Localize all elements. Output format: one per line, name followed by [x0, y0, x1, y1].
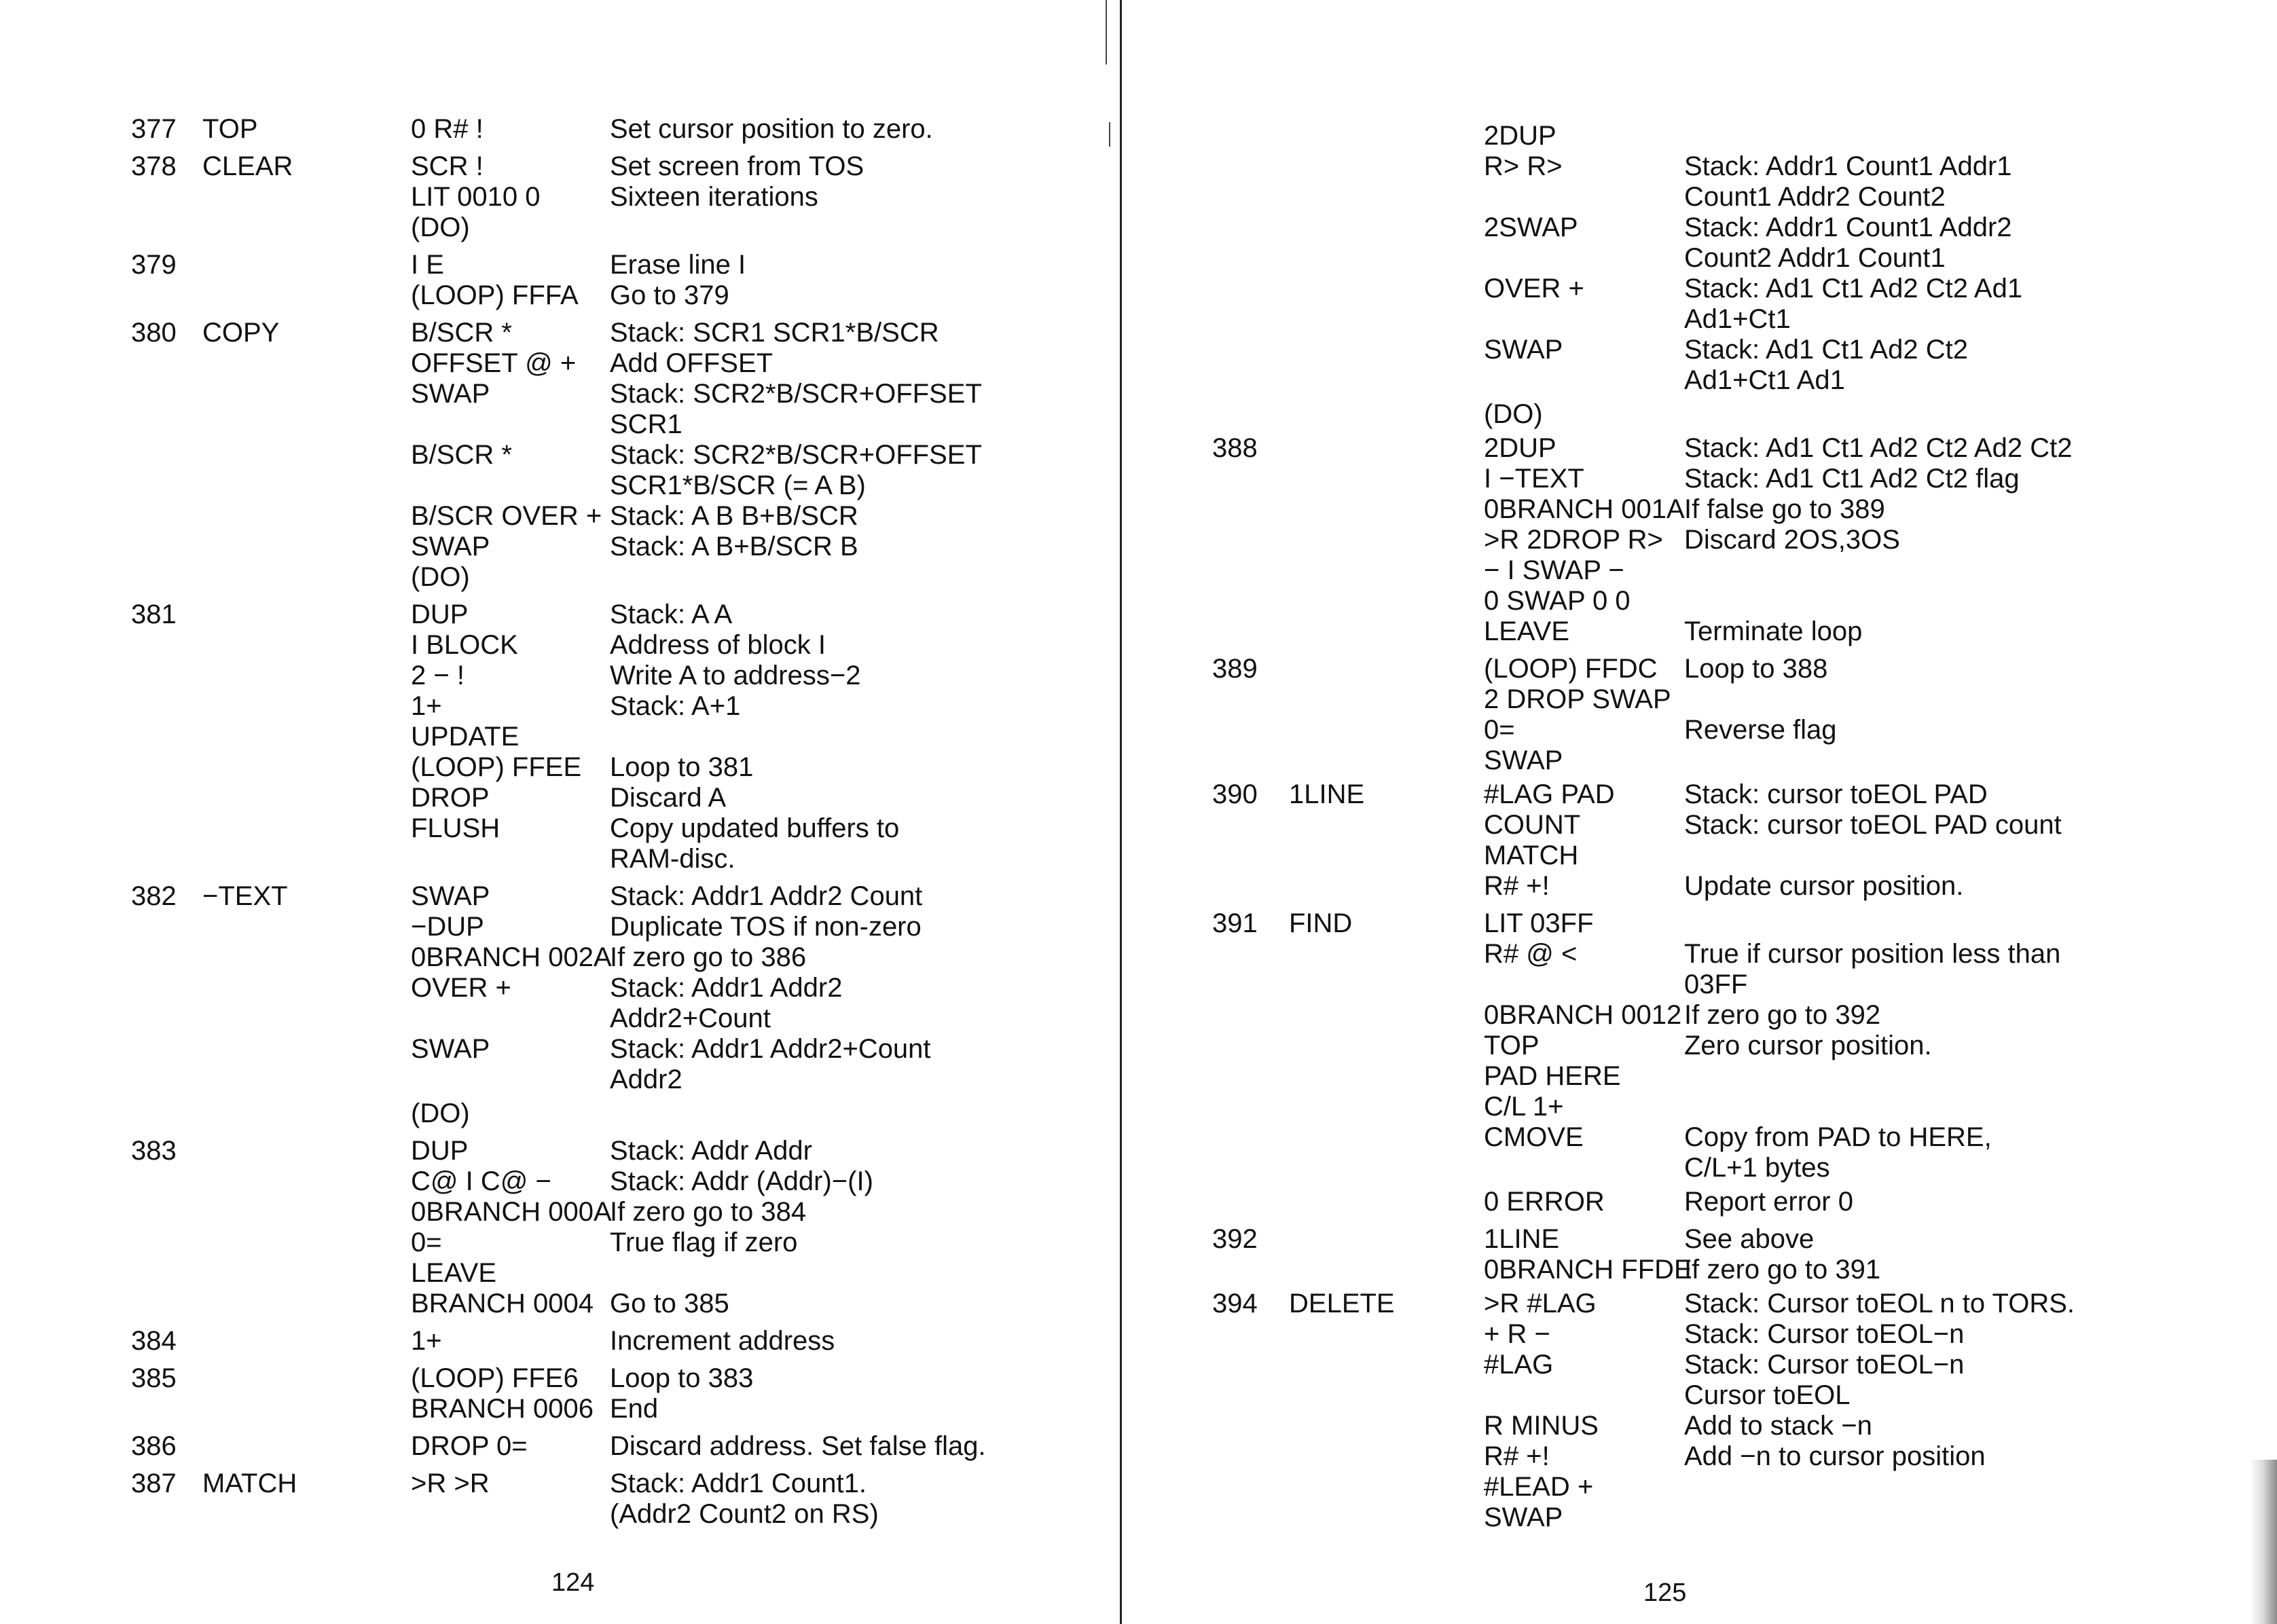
listing-row — [0, 1325, 1121, 1357]
code-text: − I SWAP − — [1484, 555, 1624, 585]
comment-text: Stack: Addr1 Addr2 Count — [610, 881, 923, 911]
comment-text: (Addr2 Count2 on RS) — [610, 1499, 879, 1529]
comment-text: Set screen from TOS — [610, 151, 864, 181]
comment-text: Stack: Addr Addr — [610, 1136, 812, 1166]
code-text: R MINUS — [1484, 1411, 1599, 1441]
code-text: B/SCR OVER + — [411, 501, 602, 531]
left-page — [0, 0, 1121, 1624]
listing-row — [1121, 273, 2277, 304]
listing-row — [0, 439, 1121, 470]
code-text: OVER + — [1484, 274, 1584, 303]
code-text: PAD HERE — [1484, 1061, 1621, 1091]
comment-text: See above — [1684, 1224, 1815, 1254]
listing-row — [1121, 1380, 2277, 1411]
listing-row — [0, 942, 1121, 973]
listing-row — [0, 1098, 1121, 1129]
code-text: LEAVE — [1484, 616, 1569, 646]
comment-text: Increment address — [610, 1326, 835, 1356]
comment-text: Stack: A B+B/SCR B — [610, 532, 858, 561]
listing-row — [1121, 1186, 2277, 1217]
comment-text: Go to 385 — [610, 1289, 729, 1318]
listing-row — [0, 690, 1121, 722]
comment-text: Addr2 — [610, 1065, 682, 1094]
listing-row — [1121, 181, 2277, 213]
comment-text: Stack: Ad1 Ct1 Ad2 Ct2 — [1684, 335, 1969, 365]
code-text: (LOOP) FFFA — [411, 280, 579, 310]
code-text: 2SWAP — [1484, 213, 1578, 242]
listing-row — [0, 813, 1121, 844]
line-number: 387 — [131, 1469, 177, 1498]
line-number: 383 — [131, 1136, 177, 1166]
code-text: + R − — [1484, 1319, 1550, 1349]
listing-row — [1121, 1349, 2277, 1380]
code-text: 0BRANCH 0012 — [1484, 1000, 1682, 1030]
code-text: DUP — [411, 1136, 469, 1166]
comment-text: Stack: A+1 — [610, 691, 741, 721]
comment-text: RAM-disc. — [610, 844, 735, 874]
listing-row — [1121, 1471, 2277, 1502]
code-text: 0BRANCH 000A — [411, 1197, 612, 1227]
listing-row — [0, 280, 1121, 311]
code-text: R# +! — [1484, 871, 1550, 901]
comment-text: Stack: Ad1 Ct1 Ad2 Ct2 Ad2 Ct2 — [1684, 433, 2073, 463]
comment-text: Stack: Ad1 Ct1 Ad2 Ct2 Ad1 — [1684, 274, 2023, 303]
comment-text: If zero go to 391 — [1684, 1255, 1881, 1285]
listing-row — [1121, 840, 2277, 871]
line-number: 384 — [131, 1326, 177, 1356]
listing-row — [0, 500, 1121, 532]
listing-row — [0, 249, 1121, 280]
listing-row — [1121, 242, 2277, 274]
code-text: (LOOP) FFDC — [1484, 654, 1658, 684]
code-text: R> R> — [1484, 151, 1563, 181]
comment-text: Zero cursor position. — [1684, 1031, 1932, 1060]
listing-row — [1121, 1223, 2277, 1255]
line-number: 378 — [131, 151, 177, 181]
listing-row — [0, 752, 1121, 783]
word-name: 1LINE — [1289, 779, 1365, 809]
comment-text: Stack: cursor toEOL PAD — [1684, 779, 1988, 809]
listing-row — [1121, 555, 2277, 586]
line-number: 390 — [1212, 779, 1258, 809]
listing-row — [0, 212, 1121, 243]
comment-text: If zero go to 386 — [610, 942, 807, 972]
comment-text: Set cursor position to zero. — [610, 114, 933, 144]
comment-text: SCR1*B/SCR (= A B) — [610, 470, 866, 500]
listing-row — [0, 1003, 1121, 1034]
code-text: 0 ERROR — [1484, 1187, 1605, 1217]
listing-row — [0, 470, 1121, 501]
comment-text: Update cursor position. — [1684, 871, 1964, 901]
line-number: 392 — [1212, 1224, 1258, 1254]
code-text: 0BRANCH 002A — [411, 942, 612, 972]
listing-row — [0, 113, 1121, 145]
listing-row — [1121, 120, 2277, 151]
listing-row — [1121, 1288, 2277, 1319]
comment-text: Stack: SCR2*B/SCR+OFFSET — [610, 440, 982, 470]
code-text: (LOOP) FFE6 — [411, 1363, 579, 1393]
code-text: SWAP — [1484, 335, 1563, 365]
code-text: SWAP — [411, 881, 490, 911]
comment-text: True if cursor position less than — [1684, 939, 2061, 969]
word-name: MATCH — [202, 1469, 297, 1498]
comment-text: Stack: Addr1 Count1 Addr1 — [1684, 151, 2012, 181]
comment-text: Add −n to cursor position — [1684, 1441, 1986, 1471]
line-number: 391 — [1212, 908, 1258, 938]
listing-row — [0, 409, 1121, 440]
listing-row — [0, 599, 1121, 630]
listing-row — [1121, 1122, 2277, 1153]
comment-text: Ad1+Ct1 — [1684, 304, 1791, 334]
comment-text: Count2 Addr1 Count1 — [1684, 243, 1946, 273]
comment-text: If false go to 389 — [1684, 494, 1885, 524]
listing-row — [1121, 616, 2277, 647]
comment-text: C/L+1 bytes — [1684, 1153, 1830, 1183]
line-number: 386 — [131, 1431, 177, 1461]
code-text: 2 DROP SWAP — [1484, 684, 1671, 714]
comment-text: Loop to 381 — [610, 752, 754, 782]
comment-text: Write A to address−2 — [610, 661, 861, 690]
code-text: COUNT — [1484, 810, 1581, 840]
comment-text: Terminate loop — [1684, 616, 1863, 646]
line-number: 394 — [1212, 1289, 1258, 1318]
code-text: SWAP — [1484, 1502, 1563, 1532]
listing-row — [1121, 938, 2277, 970]
code-text: (DO) — [1484, 399, 1543, 429]
listing-row — [1121, 494, 2277, 525]
listing-row — [0, 721, 1121, 752]
listing-row — [0, 1064, 1121, 1095]
code-text: #LAG PAD — [1484, 779, 1615, 809]
comment-text: Duplicate TOS if non-zero — [610, 912, 922, 942]
listing-row — [1121, 1091, 2277, 1122]
page-number: 125 — [1643, 1579, 1687, 1607]
code-text: MATCH — [1484, 841, 1579, 870]
comment-text: Report error 0 — [1684, 1187, 1853, 1217]
page-number: 124 — [551, 1568, 595, 1597]
line-number: 380 — [131, 318, 177, 348]
comment-text: Stack: A B B+B/SCR — [610, 501, 858, 531]
word-name: TOP — [202, 114, 258, 144]
line-number: 382 — [131, 881, 177, 911]
comment-text: Stack: Addr1 Count1 Addr2 — [1684, 213, 2012, 242]
code-text: −DUP — [411, 912, 484, 942]
code-text: >R >R — [411, 1469, 490, 1498]
code-text: BRANCH 0006 — [411, 1394, 594, 1424]
word-name: CLEAR — [202, 151, 293, 181]
comment-text: Copy updated buffers to — [610, 813, 900, 843]
comment-text: Stack: Addr1 Count1. — [610, 1469, 867, 1498]
code-text: C@ I C@ − — [411, 1166, 551, 1196]
comment-text: Stack: Addr (Addr)−(I) — [610, 1166, 873, 1196]
code-text: B/SCR * — [411, 318, 512, 348]
comment-text: SCR1 — [610, 409, 682, 439]
listing-row — [1121, 1502, 2277, 1533]
code-text: CMOVE — [1484, 1122, 1584, 1152]
comment-text: Stack: A A — [610, 599, 733, 629]
code-text: 1LINE — [1484, 1224, 1560, 1254]
code-text: 2DUP — [1484, 433, 1556, 463]
listing-row — [1121, 999, 2277, 1031]
code-text: SWAP — [1484, 745, 1563, 775]
code-text: R# @ < — [1484, 939, 1578, 969]
listing-row — [0, 561, 1121, 593]
comment-text: Add to stack −n — [1684, 1411, 1872, 1441]
code-text: (DO) — [411, 213, 470, 242]
code-text: LIT 0010 0 — [411, 182, 541, 212]
listing-row — [0, 629, 1121, 661]
listing-row — [0, 1393, 1121, 1424]
code-text: DROP 0= — [411, 1431, 528, 1461]
comment-text: End — [610, 1394, 659, 1424]
listing-row — [1121, 1410, 2277, 1441]
comment-text: If zero go to 384 — [610, 1197, 807, 1227]
code-text: LEAVE — [411, 1258, 496, 1288]
code-text: I E — [411, 250, 444, 280]
listing-row — [0, 1363, 1121, 1394]
comment-text: Discard 2OS,3OS — [1684, 525, 1900, 555]
code-text: 1+ — [411, 1326, 442, 1356]
comment-text: Loop to 383 — [610, 1363, 754, 1393]
comment-text: Reverse flag — [1684, 715, 1837, 745]
comment-text: Stack: SCR1 SCR1*B/SCR — [610, 318, 939, 348]
listing-row — [1121, 870, 2277, 902]
code-text: 0= — [1484, 715, 1515, 745]
code-text: SWAP — [411, 1034, 490, 1064]
listing-row — [1121, 524, 2277, 555]
code-text: TOP — [1484, 1031, 1540, 1060]
code-text: (LOOP) FFEE — [411, 752, 582, 782]
comment-text: Copy from PAD to HERE, — [1684, 1122, 1992, 1152]
comment-text: Erase line I — [610, 250, 746, 280]
line-number: 385 — [131, 1363, 177, 1393]
listing-row — [1121, 212, 2277, 243]
listing-row — [0, 348, 1121, 379]
code-text: 0BRANCH FFDE — [1484, 1255, 1692, 1285]
listing-row — [0, 1227, 1121, 1258]
listing-row — [1121, 151, 2277, 182]
comment-text: Discard A — [610, 783, 727, 813]
listing-row — [0, 972, 1121, 1003]
code-text: (DO) — [411, 1099, 470, 1128]
listing-row — [0, 1196, 1121, 1228]
listing-row — [0, 1498, 1121, 1530]
code-text: 1+ — [411, 691, 442, 721]
listing-row — [0, 660, 1121, 691]
word-name: DELETE — [1289, 1289, 1395, 1318]
code-text: #LEAD + — [1484, 1472, 1594, 1502]
comment-text: Cursor toEOL — [1684, 1380, 1851, 1410]
listing-row — [1121, 745, 2277, 776]
listing-row — [0, 1257, 1121, 1289]
spine-mark — [1109, 122, 1110, 147]
listing-row — [1121, 365, 2277, 396]
code-text: BRANCH 0004 — [411, 1289, 594, 1318]
code-text: SWAP — [411, 532, 490, 561]
listing-row — [1121, 1441, 2277, 1472]
code-text: FLUSH — [411, 813, 500, 843]
listing-row — [1121, 714, 2277, 745]
code-text: OFFSET @ + — [411, 348, 577, 378]
code-text: DUP — [411, 599, 469, 629]
listing-row — [1121, 1318, 2277, 1350]
page-edge-shadow — [2250, 1460, 2277, 1624]
comment-text: Stack: Addr1 Addr2 — [610, 973, 843, 1003]
listing-row — [0, 911, 1121, 942]
listing-row — [0, 881, 1121, 912]
code-text: SWAP — [411, 379, 490, 409]
comment-text: Loop to 388 — [1684, 654, 1828, 684]
code-text: SCR ! — [411, 151, 484, 181]
listing-row — [1121, 908, 2277, 939]
listing-row — [0, 843, 1121, 874]
comment-text: Ad1+Ct1 Ad1 — [1684, 365, 1845, 395]
comment-text: Stack: SCR2*B/SCR+OFFSET — [610, 379, 982, 409]
comment-text: Addr2+Count — [610, 1003, 771, 1033]
listing-row — [1121, 653, 2277, 684]
code-text: 2DUP — [1484, 121, 1556, 151]
listing-row — [0, 181, 1121, 213]
code-text: 0BRANCH 001A — [1484, 494, 1685, 524]
comment-text: Address of block I — [610, 630, 826, 660]
code-text: 0= — [411, 1228, 442, 1257]
listing-row — [1121, 1254, 2277, 1285]
code-text: 0 R# ! — [411, 114, 484, 144]
comment-text: Stack: cursor toEOL PAD count — [1684, 810, 2062, 840]
listing-row — [0, 317, 1121, 348]
listing-row — [1121, 1152, 2277, 1183]
comment-text: Go to 379 — [610, 280, 729, 310]
listing-row — [1121, 463, 2277, 494]
comment-text: Add OFFSET — [610, 348, 773, 378]
code-text: (DO) — [411, 562, 470, 592]
code-text: DROP — [411, 783, 490, 813]
line-number: 379 — [131, 250, 177, 280]
listing-row — [0, 1033, 1121, 1065]
word-name: FIND — [1289, 908, 1353, 938]
right-page — [1121, 0, 2277, 1624]
listing-row — [0, 378, 1121, 409]
listing-row — [0, 1288, 1121, 1319]
comment-text: True flag if zero — [610, 1228, 798, 1257]
listing-row — [1121, 809, 2277, 841]
listing-row — [1121, 1030, 2277, 1061]
comment-text: 03FF — [1684, 970, 1748, 999]
code-text: 2 − ! — [411, 661, 464, 690]
code-text: C/L 1+ — [1484, 1092, 1564, 1122]
code-text: OVER + — [411, 973, 511, 1003]
listing-row — [1121, 1060, 2277, 1092]
code-text: I BLOCK — [411, 630, 518, 660]
word-name: −TEXT — [202, 881, 288, 911]
listing-row — [1121, 779, 2277, 810]
listing-row — [1121, 684, 2277, 715]
code-text: R# +! — [1484, 1441, 1550, 1471]
comment-text: Stack: Cursor toEOL−n — [1684, 1319, 1965, 1349]
code-text: LIT 03FF — [1484, 908, 1594, 938]
listing-row — [0, 1431, 1121, 1462]
listing-row — [0, 531, 1121, 562]
code-text: 0 SWAP 0 0 — [1484, 586, 1631, 616]
listing-row — [1121, 303, 2277, 335]
listing-row — [0, 1468, 1121, 1499]
listing-row — [1121, 969, 2277, 1000]
comment-text: If zero go to 392 — [1684, 1000, 1881, 1030]
comment-text: Stack: Addr1 Addr2+Count — [610, 1034, 931, 1064]
comment-text: Discard address. Set false flag. — [610, 1431, 986, 1461]
comment-text: Stack: Ad1 Ct1 Ad2 Ct2 flag — [1684, 464, 2020, 494]
line-number: 377 — [131, 114, 177, 144]
code-text: >R #LAG — [1484, 1289, 1597, 1318]
listing-row — [1121, 399, 2277, 430]
listing-row — [1121, 432, 2277, 464]
line-number: 381 — [131, 599, 177, 629]
comment-text: Count1 Addr2 Count2 — [1684, 182, 1946, 212]
listing-row — [0, 1135, 1121, 1166]
code-text: I −TEXT — [1484, 464, 1584, 494]
line-number: 389 — [1212, 654, 1258, 684]
word-name: COPY — [202, 318, 280, 348]
comment-text: Stack: Cursor toEOL−n — [1684, 1350, 1965, 1380]
line-number: 388 — [1212, 433, 1258, 463]
code-text: >R 2DROP R> — [1484, 525, 1663, 555]
listing-row — [0, 782, 1121, 813]
comment-text: Sixteen iterations — [610, 182, 818, 212]
listing-row — [0, 1166, 1121, 1197]
code-text: #LAG — [1484, 1350, 1554, 1380]
listing-row — [0, 151, 1121, 182]
spine-mark — [1106, 0, 1107, 64]
listing-row — [1121, 585, 2277, 616]
comment-text: Stack: Cursor toEOL n to TORS. — [1684, 1289, 2075, 1318]
code-text: B/SCR * — [411, 440, 512, 470]
listing-row — [1121, 334, 2277, 365]
code-text: UPDATE — [411, 722, 520, 752]
